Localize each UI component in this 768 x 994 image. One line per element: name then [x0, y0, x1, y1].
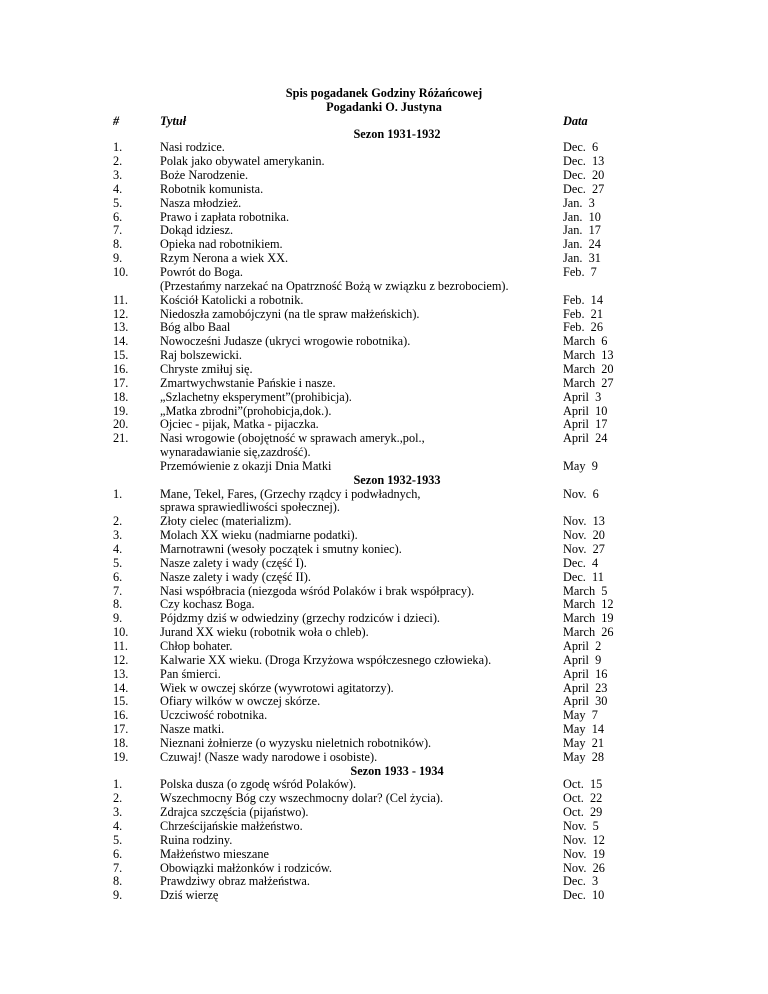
- talk-date: April 3: [563, 389, 602, 404]
- talk-title: „Matka zbrodni”(prohobicja,dok.).: [160, 403, 332, 418]
- talk-number: 10.: [113, 625, 129, 640]
- document-subtitle: Pogadanki O. Justyna: [326, 100, 442, 114]
- talk-row: [0, 640, 768, 654]
- talk-date: Feb. 26: [563, 320, 603, 335]
- talk-date: Nov. 6: [563, 486, 599, 501]
- talk-number: 17.: [113, 375, 129, 390]
- talk-number: 9.: [113, 888, 123, 903]
- talk-row: [0, 848, 768, 862]
- talk-number: 2.: [113, 154, 123, 169]
- talk-number: 5.: [113, 195, 123, 210]
- talk-number: 9.: [113, 611, 123, 626]
- talk-number: 4.: [113, 542, 123, 556]
- talk-date: Feb. 21: [563, 306, 603, 321]
- talk-title: Rzym Nerona a wiek XX.: [160, 251, 289, 266]
- talk-number: 12.: [113, 652, 129, 667]
- talk-date: Nov. 26: [563, 860, 605, 875]
- talk-date: Oct. 22: [563, 791, 603, 806]
- talk-title: Nasi współbracia (niezgoda wśród Polaków i brak współpracy).: [160, 583, 475, 598]
- talk-title: Bóg albo Baal: [160, 320, 231, 335]
- talk-number: 1.: [113, 777, 123, 792]
- talk-date: March 26: [563, 625, 614, 640]
- talk-number: 13.: [113, 666, 129, 681]
- talk-number: 19.: [113, 403, 129, 418]
- talk-title: Czuwaj! (Nasze wady narodowe i osobiste).: [160, 749, 378, 764]
- talk-title: Zdrajca szczęścia (pijaństwo).: [160, 805, 309, 820]
- talk-number: 11.: [113, 638, 128, 653]
- talk-title: Niedoszła zamobójczyni (na tle spraw małżeńskich).: [160, 306, 420, 321]
- talk-row: [0, 169, 768, 183]
- talk-date: March 27: [563, 375, 614, 390]
- talk-number: 20.: [113, 417, 129, 432]
- talk-row: [0, 294, 768, 308]
- talk-date: April 2: [563, 638, 602, 653]
- talk-title: Chrześcijańskie małżeństwo.: [160, 819, 303, 833]
- talk-title: Nasza młodzież.: [160, 195, 242, 210]
- talk-row: [0, 737, 768, 751]
- talk-title: Robotnik komunista.: [160, 181, 264, 196]
- talk-row: [0, 377, 768, 391]
- talk-number: 19.: [113, 749, 129, 764]
- talk-date: May 28: [563, 749, 604, 764]
- talk-date: Nov. 5: [563, 819, 599, 833]
- talk-title: Pan śmierci.: [160, 666, 221, 681]
- column-header-number: #: [113, 114, 120, 128]
- talk-date: March 19: [563, 611, 614, 626]
- talk-number: 6.: [113, 569, 123, 584]
- talk-title: Mane, Tekel, Fares, (Grzechy rządcy i podwładnych,: [160, 486, 421, 501]
- talk-date: Nov. 20: [563, 528, 605, 543]
- talk-number: 4.: [113, 819, 123, 833]
- talk-number: 6.: [113, 846, 123, 861]
- talk-date: April 23: [563, 680, 608, 695]
- talk-title: Nieznani żołnierze (o wyzysku nieletnich robotników).: [160, 735, 432, 750]
- talk-date: Feb. 14: [563, 292, 603, 307]
- talk-row: [0, 280, 768, 294]
- talk-row: [0, 543, 768, 557]
- talk-title: Powrót do Boga.: [160, 265, 244, 279]
- talk-title: Nasze matki.: [160, 722, 225, 737]
- talk-title: Kościół Katolicki a robotnik.: [160, 292, 304, 307]
- talk-row: [0, 363, 768, 377]
- talk-title: Chłop bohater.: [160, 638, 233, 653]
- talk-title: Uczciwość robotnika.: [160, 708, 268, 723]
- talk-title: Molach XX wieku (nadmiarne podatki).: [160, 528, 358, 543]
- talk-number: 16.: [113, 361, 129, 376]
- talk-row: [0, 820, 768, 834]
- talk-title: Nasze zalety i wady (część II).: [160, 569, 311, 584]
- talk-number: 4.: [113, 181, 123, 196]
- talk-date: Jan. 24: [563, 237, 601, 252]
- talk-title: Małżeństwo mieszane: [160, 846, 269, 861]
- talk-number: 7.: [113, 860, 123, 875]
- talk-row: [0, 197, 768, 211]
- talk-number: 14.: [113, 334, 129, 349]
- talk-title: Raj bolszewicki.: [160, 348, 242, 363]
- talk-number: 8.: [113, 874, 123, 889]
- talk-date: May 21: [563, 735, 604, 750]
- talk-row: [0, 751, 768, 765]
- talk-title: Jurand XX wieku (robotnik woła o chleb).: [160, 625, 369, 640]
- talk-title: Nasi rodzice.: [160, 140, 225, 155]
- talk-row: [0, 446, 768, 460]
- talk-date: April 17: [563, 417, 608, 432]
- talk-title: Polska dusza (o zgodę wśród Polaków).: [160, 777, 357, 792]
- talk-title: Zmartwychwstanie Pańskie i nasze.: [160, 375, 336, 390]
- talk-row: [0, 432, 768, 446]
- talk-date: Oct. 29: [563, 805, 603, 820]
- talk-date: Nov. 19: [563, 846, 605, 861]
- talk-title: Czy kochasz Boga.: [160, 597, 255, 612]
- talk-number: 7.: [113, 583, 123, 598]
- talk-number: 2.: [113, 514, 123, 529]
- talk-row: [0, 488, 768, 502]
- talk-title: Obowiązki małżonków i rodziców.: [160, 860, 332, 875]
- talk-row: [0, 460, 768, 474]
- talk-number: 2.: [113, 791, 123, 806]
- talk-title: Chryste zmiłuj się.: [160, 361, 253, 376]
- season-heading: Sezon 1931-1932: [353, 126, 441, 141]
- talk-number: 11.: [113, 292, 128, 307]
- talk-number: 21.: [113, 431, 129, 446]
- column-header-title: Tytuł: [160, 114, 187, 128]
- talk-date: March 6: [563, 334, 608, 349]
- talk-row: [0, 654, 768, 668]
- talk-number: 13.: [113, 320, 129, 335]
- season-heading: Sezon 1933 - 1934: [350, 763, 444, 778]
- talk-date: Dec. 27: [563, 181, 605, 196]
- talk-number: 5.: [113, 555, 123, 570]
- talk-date: Dec. 11: [563, 569, 604, 584]
- talk-date: April 10: [563, 403, 608, 418]
- talk-date: Dec. 20: [563, 168, 605, 183]
- talk-number: 14.: [113, 680, 129, 695]
- talk-title: Kalwarie XX wieku. (Droga Krzyżowa współczesnego człowieka).: [160, 652, 492, 667]
- season-heading: Sezon 1932-1933: [353, 472, 441, 487]
- talk-date: May 7: [563, 708, 598, 723]
- talk-title: Prawo i zapłata robotnika.: [160, 209, 290, 224]
- talk-date: Dec. 10: [563, 888, 605, 903]
- talk-number: 9.: [113, 251, 123, 266]
- talk-title: Boże Narodzenie.: [160, 168, 249, 183]
- talk-row: [0, 889, 768, 903]
- talk-row: [0, 626, 768, 640]
- talk-date: March 13: [563, 348, 614, 363]
- talk-row: [0, 391, 768, 405]
- talk-date: Oct. 15: [563, 777, 603, 792]
- talk-date: March 5: [563, 583, 608, 598]
- talk-number: 8.: [113, 237, 123, 252]
- talk-number: 1.: [113, 486, 123, 501]
- talk-row: [0, 723, 768, 737]
- talk-title: Pójdzmy dziś w odwiedziny (grzechy rodziców i dzieci).: [160, 611, 441, 626]
- talk-title: Wiek w owczej skórze (wywrotowi agitatorzy).: [160, 680, 394, 695]
- talk-title: „Szlachetny eksperyment”(prohibicja).: [160, 389, 352, 404]
- talk-title: Ruina rodziny.: [160, 832, 233, 847]
- talk-row: [0, 557, 768, 571]
- talk-number: 18.: [113, 389, 129, 404]
- talk-row: [0, 571, 768, 585]
- talk-title: Opieka nad robotnikiem.: [160, 237, 283, 252]
- talk-title: Złoty cielec (materializm).: [160, 514, 292, 529]
- talk-row: [0, 834, 768, 848]
- talk-date: Dec. 6: [563, 140, 599, 155]
- talk-date: Jan. 3: [563, 195, 595, 210]
- talk-row: [0, 349, 768, 363]
- talk-number: 7.: [113, 223, 123, 238]
- talk-date: Jan. 31: [563, 251, 601, 266]
- talk-number: 5.: [113, 832, 123, 847]
- talk-number: 12.: [113, 306, 129, 321]
- talk-date: Nov. 27: [563, 542, 605, 556]
- talk-number: 1.: [113, 140, 123, 155]
- talk-title: Wszechmocny Bóg czy wszechmocny dolar? (Cel życia).: [160, 791, 444, 806]
- talk-date: Nov. 13: [563, 514, 605, 529]
- talk-number: 10.: [113, 265, 129, 279]
- talk-number: 3.: [113, 528, 123, 543]
- document-title: Spis pogadanek Godziny Różańcowej: [285, 86, 483, 100]
- talk-number: 8.: [113, 597, 123, 612]
- talk-row: [0, 266, 768, 280]
- talk-date: April 9: [563, 652, 602, 667]
- column-header-date: Data: [563, 114, 588, 128]
- talk-date: April 30: [563, 694, 608, 709]
- talk-title: Przemówienie z okazji Dnia Matki: [160, 458, 332, 473]
- talk-title: Prawdziwy obraz małżeństwa.: [160, 874, 310, 889]
- talk-number: 16.: [113, 708, 129, 723]
- talk-title: Nasi wrogowie (obojętność w sprawach ameryk.,pol.,: [160, 431, 425, 446]
- talk-date: April 24: [563, 431, 608, 446]
- talk-date: Dec. 4: [563, 555, 599, 570]
- talk-date: May 14: [563, 722, 604, 737]
- talk-date: Feb. 7: [563, 265, 597, 279]
- talk-title: Nasze zalety i wady (część I).: [160, 555, 307, 570]
- talk-date: Jan. 17: [563, 223, 601, 238]
- talk-row: [0, 183, 768, 197]
- talk-number: 18.: [113, 735, 129, 750]
- talk-date: Jan. 10: [563, 209, 601, 224]
- talk-number: 17.: [113, 722, 129, 737]
- talk-date: April 16: [563, 666, 608, 681]
- talk-title: Dziś wierzę: [160, 888, 219, 903]
- talk-number: 6.: [113, 209, 123, 224]
- talk-date: March 12: [563, 597, 614, 612]
- talk-date: May 9: [563, 458, 598, 473]
- talk-date: Nov. 12: [563, 832, 605, 847]
- talk-title: Nowocześni Judasze (ukryci wrogowie robotnika).: [160, 334, 411, 349]
- talk-number: 3.: [113, 168, 123, 183]
- talk-title: Ojciec - pijak, Matka - pijaczka.: [160, 417, 319, 432]
- talk-row: [0, 668, 768, 682]
- talk-date: Dec. 13: [563, 154, 605, 169]
- talk-number: 15.: [113, 694, 129, 709]
- talk-date: Dec. 3: [563, 874, 599, 889]
- talk-title: Dokąd idziesz.: [160, 223, 234, 238]
- talk-date: March 20: [563, 361, 614, 376]
- talk-title: Ofiary wilków w owczej skórze.: [160, 694, 321, 709]
- talk-title: wynaradawianie się,zazdrość).: [160, 445, 311, 460]
- talk-title: Polak jako obywatel amerykanin.: [160, 154, 325, 169]
- talk-number: 3.: [113, 805, 123, 820]
- talk-title: sprawa sprawiedliwości społecznej).: [160, 500, 340, 515]
- talk-title: Marnotrawni (wesoły początek i smutny koniec).: [160, 542, 402, 556]
- talk-number: 15.: [113, 348, 129, 363]
- talk-title: (Przestańmy narzekać na Opatrzność Bożą w związku z bezrobociem).: [160, 278, 509, 293]
